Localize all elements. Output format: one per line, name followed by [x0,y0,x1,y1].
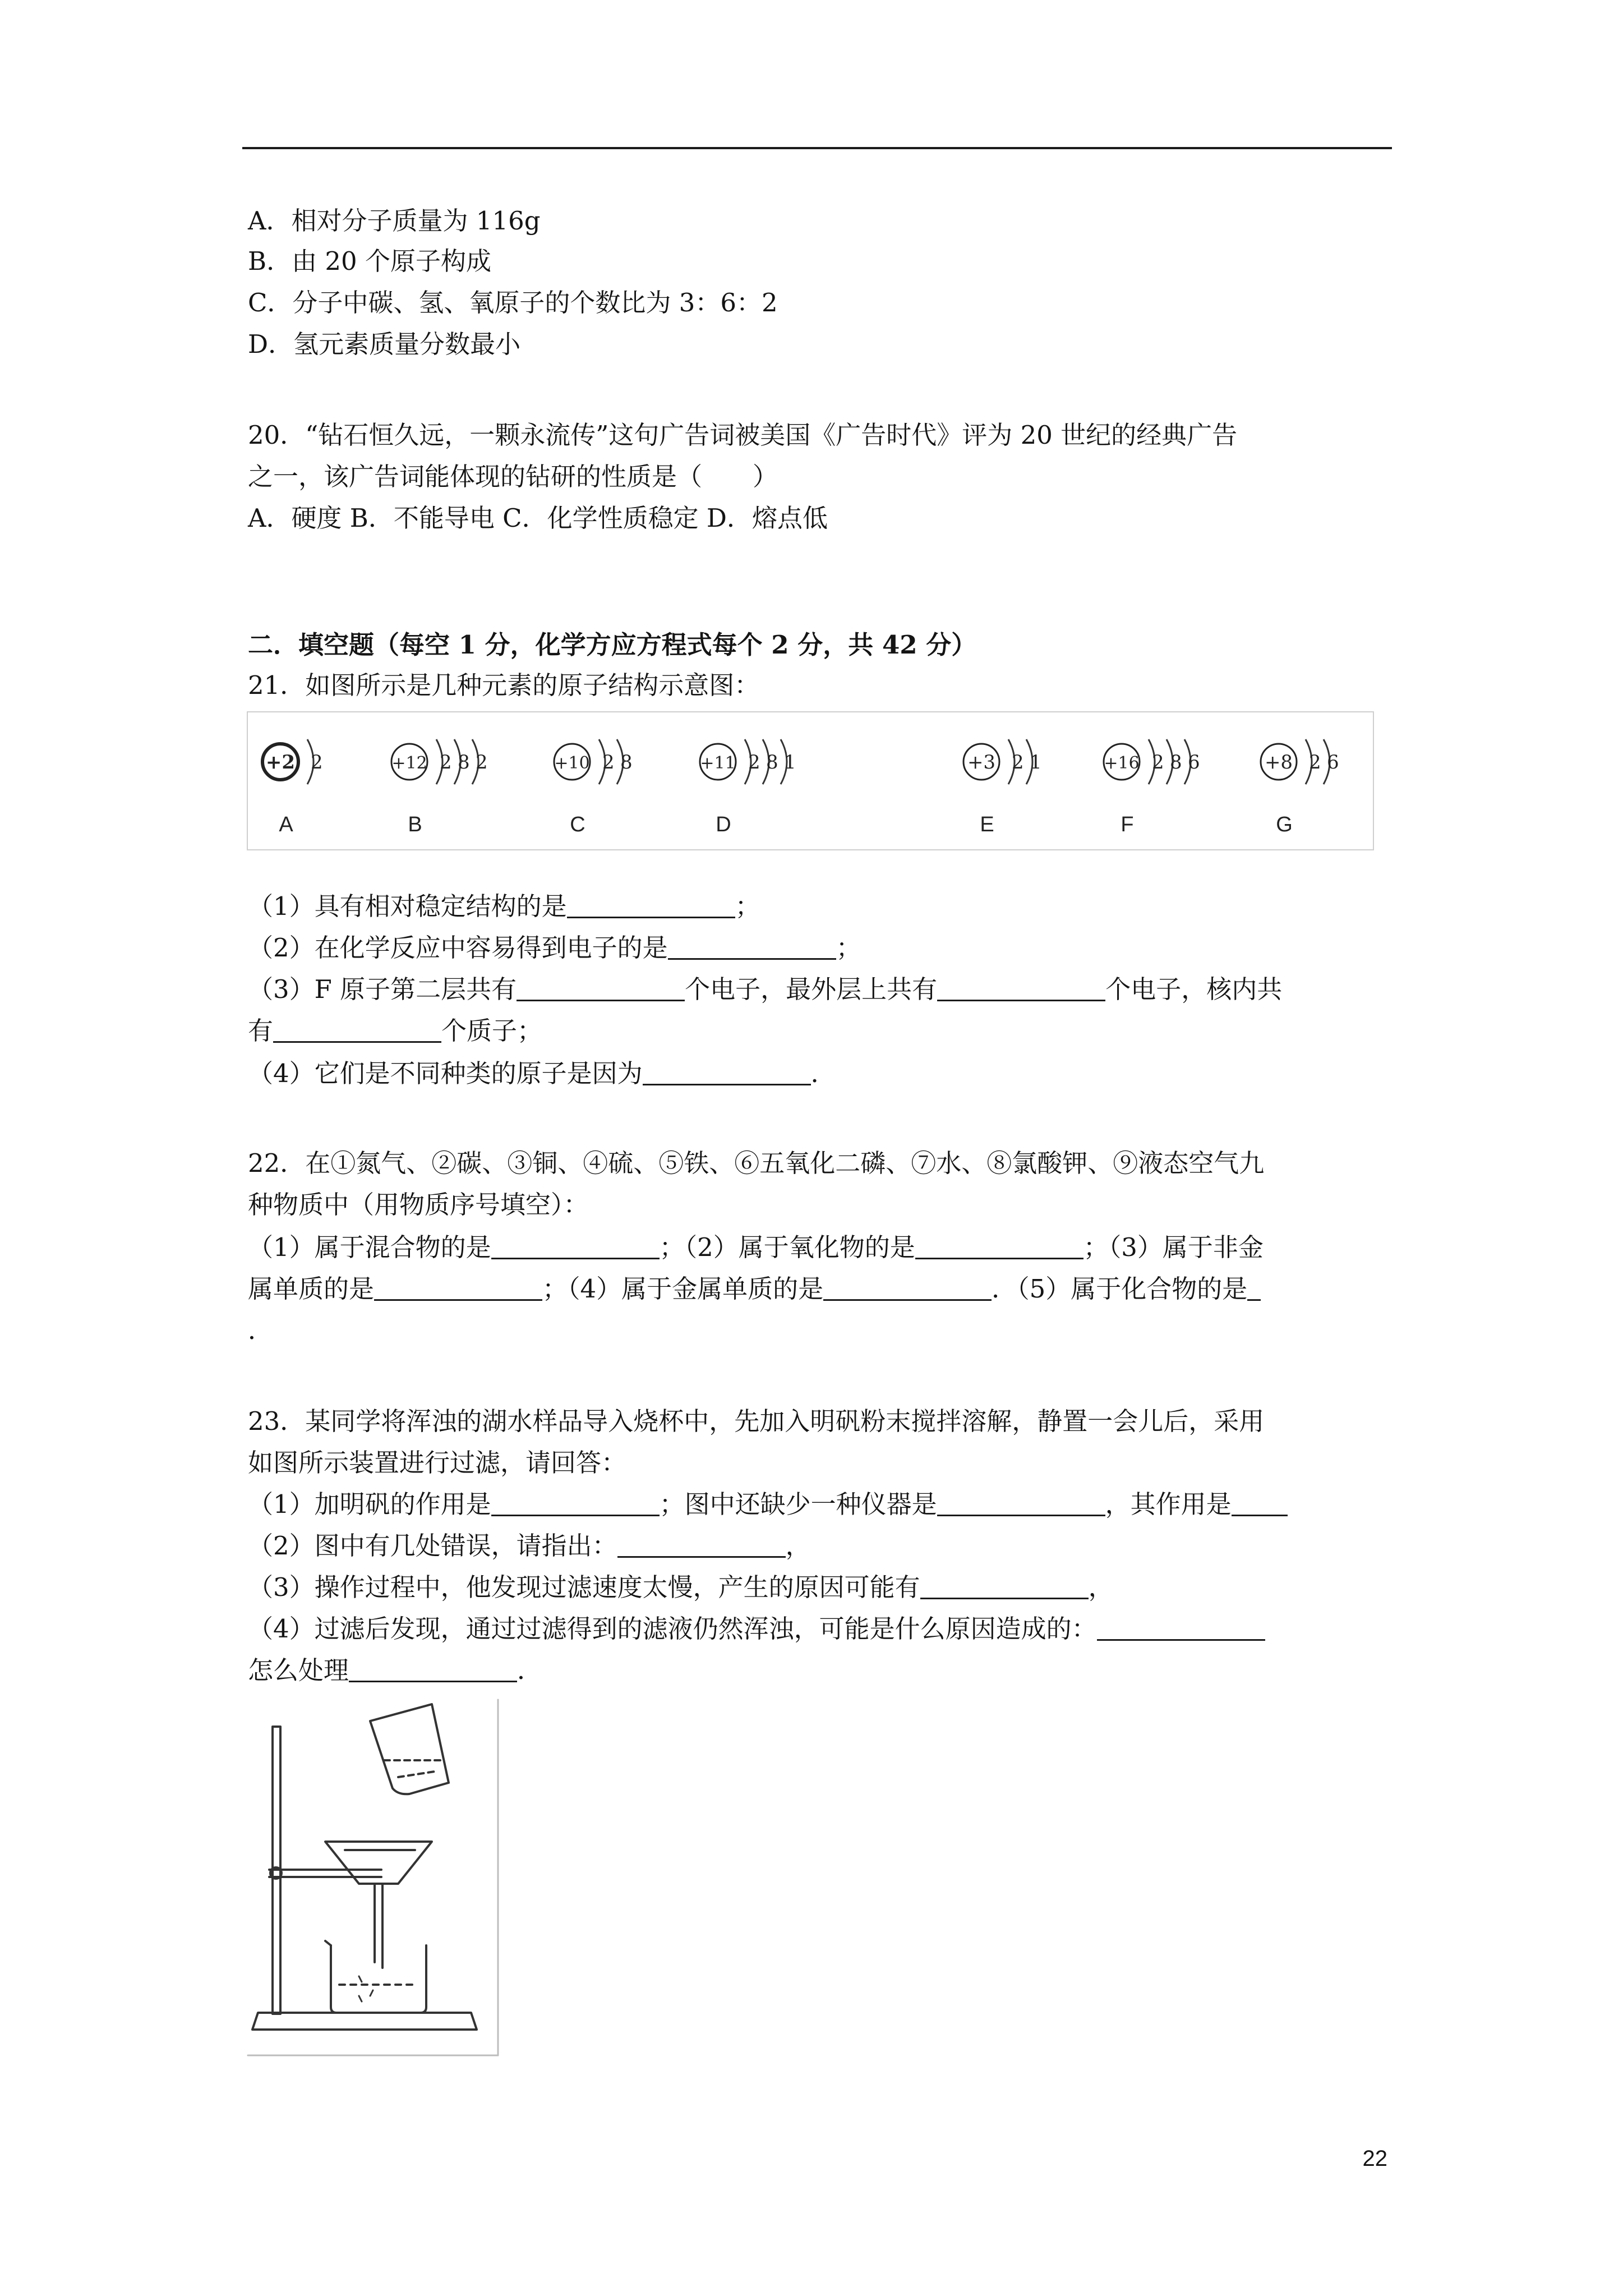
q21-part2-text: （2）在化学反应中容易得到电子的是 [248,933,668,963]
q21-part3-text-e: 个质子； [441,1016,543,1046]
q23-part3-text: （3）操作过程中，他发现过滤速度太慢，产生的原因可能有 [248,1572,920,1602]
stand-base [252,2013,477,2030]
answer-blank[interactable] [567,894,735,918]
q22-part2-text: ；（2）属于氧化物的是 [659,1232,915,1262]
q21-part3-line1 [248,973,1282,1006]
q21-part1 [248,890,760,923]
q21-part3-text-b: 个电子，最外层上共有 [685,974,938,1004]
q23-part2 [248,1529,811,1563]
q19-option-c: C．分子中碳、氢、氧原子的个数比为 3：6：2 [248,288,778,318]
answer-blank[interactable] [374,1277,542,1301]
answer-blank[interactable] [491,1492,660,1516]
q23-part2-text: （2）图中有几处错误，请指出： [248,1531,617,1561]
electron-count: 2 [748,751,760,774]
nucleus-charge: +12 [391,753,427,773]
atom-label: E [980,813,994,836]
atom-diagram-a [262,739,323,836]
q21-stem: 21．如图所示是几种元素的原子结构示意图： [248,670,760,700]
q23-part1-text-c: ，其作用是 [1105,1489,1232,1519]
electron-count: 2 [1309,751,1321,774]
q20-options: A．硬度 B．不能导电 C．化学性质稳定 D．熔点低 [248,503,828,533]
electron-count: 6 [1188,751,1200,774]
q22-stem-line1: 22．在①氮气、②碳、③铜、④硫、⑤铁、⑥五氧化二磷、⑦水、⑧氯酸钾、⑨液态空气九 [248,1148,1265,1178]
answer-blank[interactable] [643,1061,811,1085]
atom-label: B [408,813,422,836]
answer-blank[interactable] [273,1019,441,1043]
answer-blank[interactable] [1232,1492,1288,1516]
beaker-icon [331,1945,426,2013]
nucleus-charge: +3 [967,751,996,774]
electron-count: 8 [458,751,470,774]
q23-part1-text-b: ；图中还缺少一种仪器是 [659,1489,937,1519]
electron-count: 8 [620,751,633,774]
q19-option-d: D．氢元素质量分数最小 [248,329,521,359]
answer-blank[interactable] [915,1235,1083,1259]
atom-label: C [570,813,585,836]
atom-diagram-e [963,739,1042,836]
nucleus-charge: +8 [1264,751,1293,774]
atom-label: F [1121,813,1134,836]
answer-blank[interactable] [617,1534,786,1558]
q22-part5-text: ．（5）属于化合物的是 [992,1274,1248,1304]
q23-part3 [248,1571,1114,1604]
q23-stem-line1: 23．某同学将浑浊的湖水样品导入烧杯中，先加入明矾粉末搅拌溶解，静置一会儿后，采用 [248,1406,1265,1436]
q20-stem-line1: 20．“钻石恒久远，一颗永流传”这句广告词被美国《广告时代》评为 20 世纪的经典广告 [248,420,1238,450]
nucleus-charge: +11 [700,753,736,773]
atom-label: A [279,813,293,836]
header-rule [242,147,1392,149]
nucleus-charge: +10 [554,753,590,773]
atom-diagram-c [554,739,633,836]
q21-part3-line2 [248,1014,542,1048]
q22-line4 [248,1272,1261,1306]
answer-blank[interactable] [823,1277,992,1301]
electron-count: 2 [602,751,615,774]
pouring-beaker-icon [370,1704,449,1794]
electron-count: 1 [784,751,796,774]
q23-part5-end: ． [517,1655,543,1685]
electron-count: 8 [766,751,778,774]
electron-count: 6 [1327,751,1339,774]
q21-part4 [248,1057,836,1091]
atom-label: G [1276,813,1293,836]
electron-count: 1 [1030,751,1042,774]
q23-part4 [248,1612,1265,1646]
answer-blank[interactable] [517,977,685,1001]
section-2-title: 二．填空题（每空 1 分，化学方应方程式每个 2 分，共 42 分） [248,630,977,660]
q21-part3-text-d: 有 [248,1016,274,1046]
answer-blank[interactable] [937,977,1105,1001]
q22-line3 [248,1231,1264,1264]
q21-part1-text: （1）具有相对稳定结构的是 [248,891,567,921]
electron-count: 2 [440,751,452,774]
atom-structure-figure [247,711,1374,850]
q19-option-b: B．由 20 个原子构成 [248,246,491,276]
q21-part2-end: ； [836,933,861,963]
q22-stem-line2: 种物质中（用物质序号填空）： [248,1190,589,1220]
q22-part3-text-cont: 属单质的是 [248,1274,375,1304]
q21-part2 [248,931,861,965]
electron-count: 2 [1012,751,1024,774]
q22-part3-text: ；（3）属于非金 [1083,1232,1264,1262]
q22-part4-text: ；（4）属于金属单质的是 [542,1274,824,1304]
q21-part4-end: ． [810,1059,836,1088]
q23-part5-text: 怎么处理 [248,1655,349,1685]
q19-option-a: A．相对分子质量为 116g [248,206,541,236]
q21-part1-end: ； [735,891,760,921]
q21-part3-text-a: （3）F 原子第二层共有 [248,974,517,1004]
answer-blank[interactable] [668,936,836,960]
filtration-apparatus-figure [247,1699,500,2058]
atom-diagram-g [1261,739,1339,836]
q21-part4-text: （4）它们是不同种类的原子是因为 [248,1059,643,1088]
answer-blank[interactable] [1247,1277,1261,1301]
answer-blank[interactable] [937,1492,1105,1516]
q23-part1 [248,1488,1288,1521]
answer-blank[interactable] [1097,1617,1265,1641]
q20-stem-line2: 之一，该广告词能体现的钻研的性质是（ ） [248,462,778,491]
q22-line5: ． [248,1315,274,1345]
electron-count: 2 [476,751,488,774]
answer-blank[interactable] [349,1658,517,1682]
q22-part1-text: （1）属于混合物的是 [248,1232,491,1262]
q23-part1-text-a: （1）加明矾的作用是 [248,1489,491,1519]
atom-diagram-d [700,739,796,836]
q21-part3-text-c: 个电子，核内共 [1105,974,1283,1004]
atom-label: D [716,813,731,836]
electron-count: 2 [311,751,323,774]
nucleus-charge: +16 [1104,753,1140,773]
q23-part4-text: （4）过滤后发现，通过过滤得到的滤液仍然浑浊，可能是什么原因造成的： [248,1614,1097,1644]
atom-diagram-f [1104,739,1200,836]
q23-part3-end: ， [1088,1572,1114,1602]
q23-part2-end: ， [785,1531,811,1561]
page-number: 22 [1362,2146,1387,2171]
atom-diagram-b [391,739,488,836]
q23-part5 [248,1654,542,1687]
electron-count: 8 [1170,751,1182,774]
q23-stem-line2: 如图所示装置进行过滤，请回答： [248,1448,627,1478]
answer-blank[interactable] [491,1235,660,1259]
nucleus-charge: +2 [265,751,296,774]
answer-blank[interactable] [920,1575,1089,1599]
electron-count: 2 [1152,751,1164,774]
